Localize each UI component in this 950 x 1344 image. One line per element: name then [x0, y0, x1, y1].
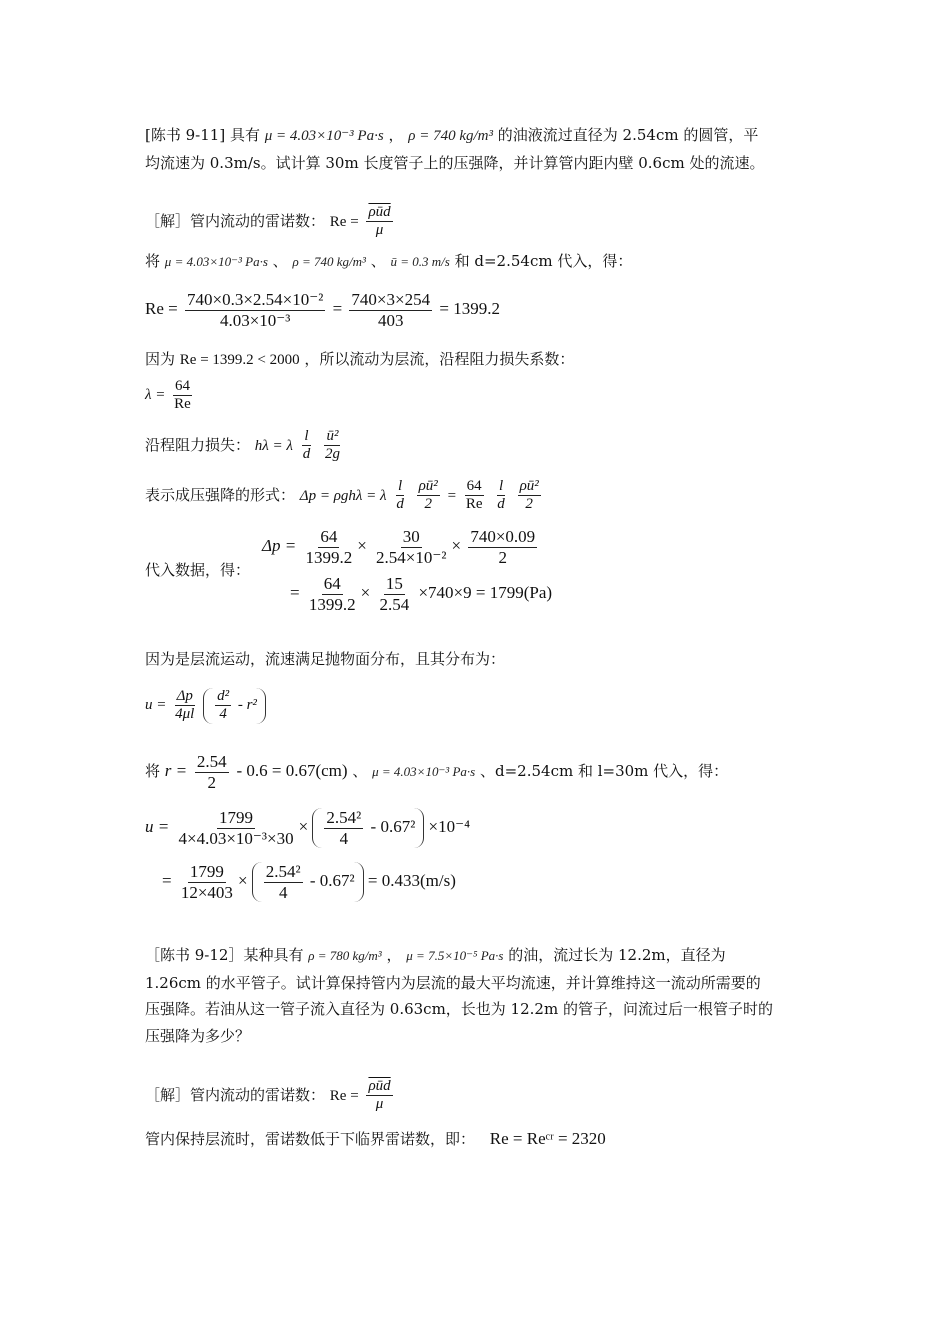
text-jiang: 将 — [145, 762, 161, 781]
rho-u2-over-2 — [417, 478, 440, 514]
re-fraction — [366, 204, 392, 240]
numerator: 1799 — [219, 808, 254, 827]
problem-9-11-line-2: 均流速为 0.3m/s。试计算 30m 长度管子上的压强降，并计算管内距内壁 0.6cm 处的流速。 — [145, 154, 765, 172]
re-denominator: μ — [375, 222, 384, 239]
u-lhs: u = — [145, 697, 167, 714]
pressure-drop-computation-1: Δp = $\frac{64}{1399.2}$ × $\frac{30}{\text{2.54×10⁻²}}$ × $\frac{740\times 0.09}{2}$ — [262, 527, 536, 567]
numerator: ū² — [324, 428, 340, 446]
re-inequality: Re = 1399.2 < 2000 — [179, 352, 300, 368]
pressure-drop-result: ×740×9 = 1799(Pa) — [418, 582, 553, 602]
denominator: 4×4.03×10⁻³×30 — [178, 828, 294, 848]
numerator: 15 — [385, 574, 403, 593]
friction-factor-formula — [145, 378, 196, 414]
minus-r2: - r² — [237, 697, 257, 714]
substitution-text: 、d=2.54cm 和 l=30m 代入，得： — [480, 762, 729, 781]
numerator: 64 — [323, 574, 341, 593]
numerator: 30 — [402, 527, 420, 546]
denominator: 1399.2 — [308, 594, 356, 614]
head-loss-label: 沿程阻力损失： — [145, 435, 251, 454]
numerator: l — [302, 428, 310, 446]
numerator: Δp — [175, 688, 195, 706]
problem-text: 的油，流过长为 12.2m，直径为 — [508, 946, 726, 964]
denominator: 4 — [219, 706, 227, 723]
numerator: ρū² — [417, 478, 440, 496]
solution-label: ［解］管内流动的雷诺数： — [145, 211, 326, 230]
critical-reynolds-value: Re = Reᶜʳ = 2320 — [489, 1129, 606, 1148]
frac-64-over-1399-b — [307, 574, 358, 614]
text-jiang: 将 — [145, 252, 161, 270]
separator: 、 — [272, 252, 288, 270]
1799-fraction — [176, 808, 295, 848]
lambda-fraction — [172, 378, 193, 414]
pressure-drop-label: 表示成压强降的形式： — [145, 485, 296, 504]
re-fraction-1 — [185, 290, 325, 330]
re-result: = 1399.2 — [439, 298, 500, 318]
lambda-lhs: λ = — [145, 387, 166, 404]
u2-over-2g — [323, 428, 342, 464]
separator: 、 — [352, 762, 368, 781]
value-velocity: ū = 0.3 m/s — [390, 254, 450, 269]
denominator: 2g — [324, 446, 340, 463]
denominator: Re — [465, 496, 483, 513]
substitute-label: 代入数据，得： — [145, 561, 251, 579]
denominator: 4.03×10⁻³ — [219, 310, 291, 330]
re-numerator: $\overline{\rho ūd}$ — [366, 1078, 392, 1096]
denominator: 1399.2 — [305, 547, 353, 567]
given-viscosity: μ = 4.03×10⁻³ Pa·s — [264, 128, 384, 144]
bracket-term — [312, 808, 424, 848]
substitution-text: 和 d=2.54cm 代入，得： — [454, 252, 633, 270]
head-loss-lhs: hλ = λ — [254, 437, 293, 454]
dp-over-4mul — [173, 688, 196, 724]
scale-factor: ×10⁻⁴ — [428, 816, 471, 836]
given-density: ρ = 780 kg/m³ — [308, 948, 382, 963]
problem-9-12-line-4: 压强降为多少？ — [145, 1027, 251, 1045]
denominator: 403 — [378, 310, 404, 330]
equals: = — [332, 298, 343, 318]
numerator: ρū² — [518, 478, 541, 496]
solution-reynolds-definition — [145, 204, 396, 240]
equals: = — [290, 582, 300, 602]
re-lhs: Re = — [329, 213, 359, 230]
pressure-drop-computation-2: = $\frac{64}{1399.2}$ × $\frac{15}{2.54}$ ×740×9 = 1799(Pa) — [290, 574, 553, 614]
minus-067sq: - 0.67² — [370, 816, 416, 836]
numerator: 740×3×254 — [351, 290, 431, 309]
text-yinwei: 因为 — [145, 350, 176, 368]
re-lhs: Re = — [145, 298, 178, 318]
r-lhs: r = — [164, 761, 188, 781]
denominator: 2 — [498, 547, 507, 567]
value-viscosity: μ = 4.03×10⁻³ Pa·s — [164, 254, 268, 269]
re-lhs: Re = — [329, 1087, 359, 1104]
solution-reynolds-definition-2 — [145, 1078, 396, 1114]
64-over-re — [464, 478, 485, 514]
re-fraction — [366, 1078, 392, 1114]
frac-30-over-254 — [374, 527, 448, 567]
re-numerator: $\overline{\rho ūd}$ — [366, 204, 392, 222]
numerator: 740×0.3×2.54×10⁻² — [186, 290, 324, 309]
laminar-text: ，所以流动为层流，沿程阻力损失系数： — [304, 350, 575, 368]
value-viscosity: μ = 4.03×10⁻³ Pa·s — [372, 764, 476, 780]
denominator: 2 — [525, 496, 533, 513]
re-fraction-2 — [349, 290, 432, 330]
denominator: d — [396, 496, 404, 513]
delta-p-lhs: Δp = — [262, 535, 297, 555]
critical-reynolds-text: 管内保持层流时，雷诺数低于下临界雷诺数，即： — [145, 1130, 476, 1148]
frac-15-over-254 — [377, 574, 411, 614]
problem-ref: [陈书 9-11] 具有 — [145, 126, 260, 144]
pressure-drop-lhs: Δp = ρghλ = λ — [299, 487, 387, 504]
solution-label: ［解］管内流动的雷诺数： — [145, 1085, 326, 1104]
pressure-drop-formula — [145, 478, 544, 514]
denominator: 12×403 — [180, 882, 233, 902]
denominator: Re — [174, 396, 191, 413]
numerator: 2.54² — [265, 862, 301, 881]
bracket-term — [203, 688, 266, 724]
substitution-line — [145, 254, 632, 269]
problem-9-12-line-3: 压强降。若油从这一管子流入直径为 0.63cm，长也为 12.2m 的管子，问流过后一根管子时的 — [145, 1000, 773, 1018]
problem-9-12-line-1 — [145, 948, 726, 963]
equals: = — [162, 870, 172, 890]
l-over-d — [394, 478, 406, 514]
velocity-distribution-formula — [145, 688, 266, 724]
velocity-computation-2: = $\frac{1799}{12\times 403}$ × $\frac{\text{2.54²}}{4}$ - 0.67² = 0.433(m/s) — [162, 862, 456, 902]
numerator: 64 — [320, 527, 338, 546]
numerator: 2.54² — [326, 808, 362, 827]
numerator: 2.54 — [196, 752, 227, 771]
denominator: 4 — [278, 882, 288, 902]
l-over-d-2 — [495, 478, 507, 514]
equals: = — [447, 487, 457, 504]
numerator: l — [396, 478, 404, 496]
numerator: d² — [215, 688, 231, 706]
denominator: d — [302, 446, 311, 463]
frac-740-over-2 — [468, 527, 537, 567]
head-loss-formula — [145, 428, 345, 464]
numerator: 1799 — [189, 862, 224, 881]
254sq-over-4 — [264, 862, 303, 902]
reynolds-computation — [145, 290, 500, 330]
numerator: 64 — [173, 378, 192, 396]
problem-ref: ［陈书 9-12］某种具有 — [145, 946, 304, 964]
critical-reynolds-line — [145, 1130, 606, 1147]
given-density: ρ = 740 kg/m³ — [408, 128, 493, 144]
254sq-over-4 — [324, 808, 363, 848]
velocity-result: = 0.433(m/s) — [367, 870, 456, 890]
bracket-term — [252, 862, 364, 902]
254-over-2 — [195, 752, 229, 792]
denominator: d — [497, 496, 505, 513]
denominator: 4 — [339, 828, 349, 848]
numerator: 740×0.09 — [470, 527, 536, 546]
1799-over-12x403 — [179, 862, 235, 902]
rho-u2-over-2-b — [518, 478, 541, 514]
denominator: 2.54×10⁻² — [376, 547, 447, 567]
denominator: 2.54 — [379, 594, 410, 614]
parabolic-distribution-text: 因为是层流运动，流速满足抛物面分布，且其分布为： — [145, 650, 506, 668]
laminar-condition — [145, 352, 574, 368]
l-over-d — [301, 428, 313, 464]
separator: ， — [386, 946, 402, 964]
u-lhs: u = — [145, 816, 170, 836]
value-density: ρ = 740 kg/m³ — [292, 254, 366, 269]
denominator: 2 — [424, 496, 432, 513]
frac-64-over-1399 — [303, 527, 354, 567]
numerator: 64 — [465, 478, 484, 496]
re-denominator: μ — [375, 1096, 384, 1113]
velocity-computation-1: u = $\frac{1799}{\text{4×4.03×10⁻³×30}}$ × $\frac{\text{2.54²}}{4}$ - 0.67² ×10⁻⁴ — [145, 808, 471, 848]
denominator: 2 — [207, 772, 217, 792]
denominator: 4μl — [175, 706, 195, 723]
r-result: - 0.6 = 0.67(cm) — [236, 761, 348, 781]
problem-text: 的油液流过直径为 2.54cm 的圆管，平 — [497, 126, 759, 144]
numerator: l — [497, 478, 505, 496]
minus-067sq: - 0.67² — [309, 870, 355, 890]
separator: 、 — [370, 252, 386, 270]
given-viscosity: μ = 7.5×10⁻⁵ Pa·s — [406, 948, 504, 963]
substitution-line-2 — [145, 752, 728, 792]
problem-9-11-line-1 — [145, 128, 758, 144]
separator: ， — [388, 126, 404, 144]
d2-over-4 — [215, 688, 231, 724]
problem-9-12-line-2: 1.26cm 的水平管子。试计算保持管内为层流的最大平均流速，并计算维持这一流动所需要的 — [145, 974, 761, 992]
